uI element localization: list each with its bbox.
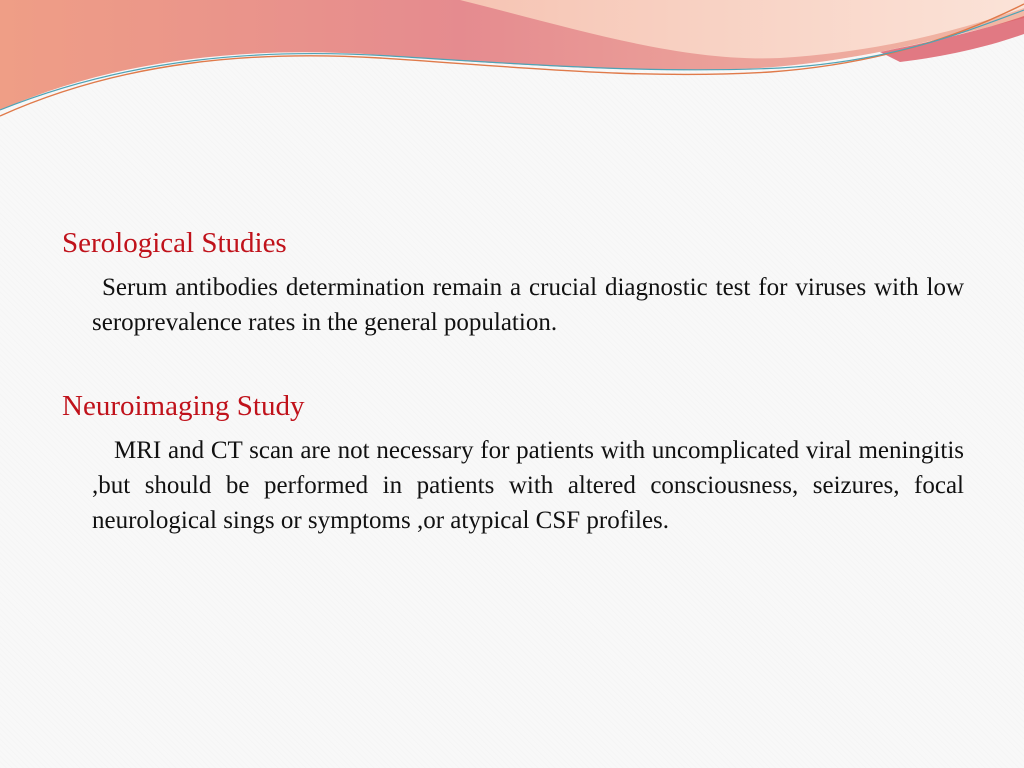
section-heading-serological: Serological Studies xyxy=(62,227,287,259)
decorative-wave-banner xyxy=(0,0,1024,130)
section-body-neuroimaging: MRI and CT scan are not necessary for patients with uncomplicated viral meningitis ,but should be performed in patients with altered consciousness, seizures, focal neurological sings or symptoms ,or atypical CSF profiles. xyxy=(92,437,964,534)
section-body-serological: Serum antibodies determination remain a crucial diagnostic test for viruses with low seroprevalence rates in the general population. xyxy=(92,274,964,336)
section-heading-neuroimaging: Neuroimaging Study xyxy=(62,390,305,422)
